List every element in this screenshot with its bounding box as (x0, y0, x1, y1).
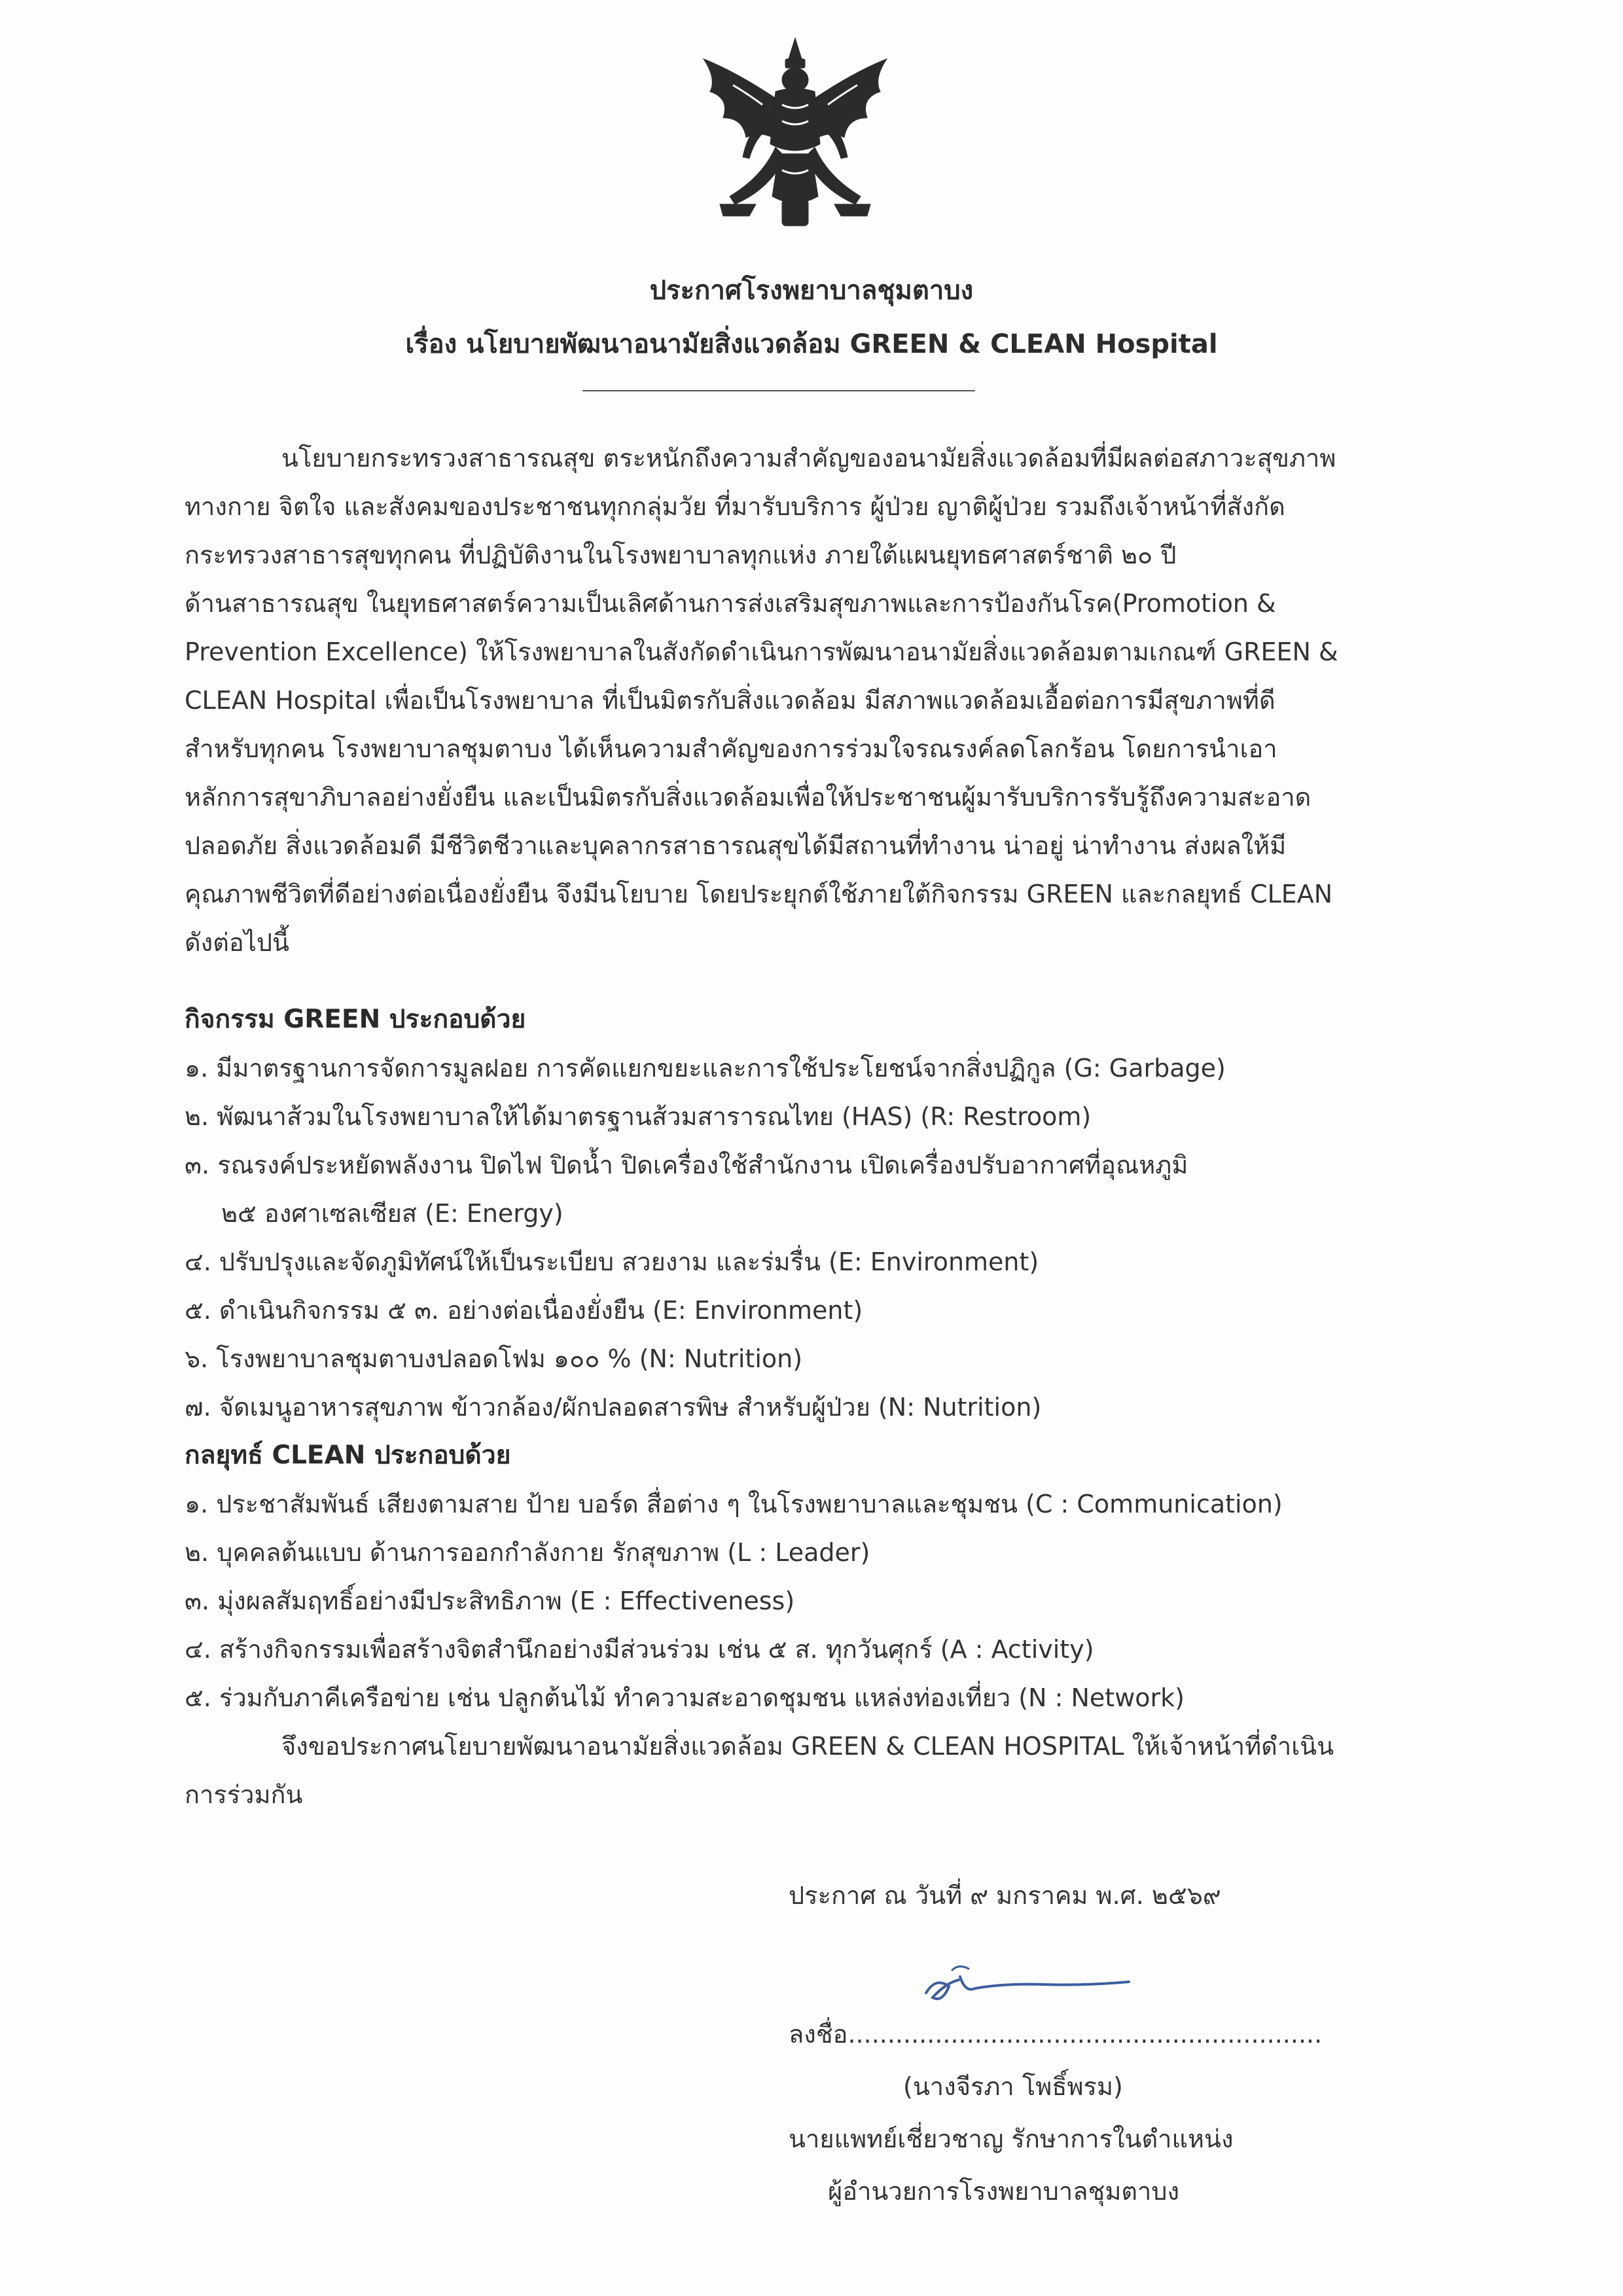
title-divider (582, 390, 975, 391)
closing-line: การร่วมกัน (185, 1780, 303, 1809)
intro-line: Prevention Excellence) ให้โรงพยาบาลในสังกัดดำเนินการพัฒนาอนามัยสิ่งแวดล้อมตามเกณฑ์ GREEN & (185, 637, 1338, 666)
green-item: ๔. ปรับปรุงและจัดภูมิทัศน์ให้เป็นระเบียบ สวยงาม และร่มรื่น (E: Environment) (185, 1247, 1039, 1276)
signature-line: ลงชื่อ............................................................ (789, 2020, 1323, 2049)
green-item: ๑. มีมาตรฐานการจัดการมูลฝอย การคัดแยกขยะและการใช้ประโยชน์จากสิ่งปฏิกูล (G: Garbage) (185, 1054, 1226, 1083)
green-item-continued: ๒๕ องศาเซลเซียส (E: Energy) (221, 1199, 563, 1228)
green-item: ๒. พัฒนาส้วมในโรงพยาบาลให้ได้มาตรฐานส้วมสารารณไทย (HAS) (R: Restroom) (185, 1102, 1092, 1131)
green-item: ๖. โรงพยาบาลชุมตาบงปลอดโฟม ๑๐๐ % (N: Nutrition) (185, 1344, 803, 1373)
closing-line: จึงขอประกาศนโยบายพัฒนาอนามัยสิ่งแวดล้อม GREEN & CLEAN HOSPITAL ให้เจ้าหน้าที่ดำเนิน (281, 1732, 1334, 1761)
signer-organization: ผู้อำนวยการโรงพยาบาลชุมตาบง (828, 2177, 1180, 2206)
announcement-subject: เรื่อง นโยบายพัฒนาอนามัยสิ่งแวดล้อม GREEN & CLEAN Hospital (405, 329, 1218, 359)
green-item: ๓. รณรงค์ประหยัดพลังงาน ปิดไฟ ปิดน้ำ ปิดเครื่องใช้สำนักงาน เปิดเครื่องปรับอากาศที่อุณหภูมิ (185, 1151, 1188, 1179)
intro-line: ดังต่อไปนี้ (185, 928, 289, 957)
intro-line: ทางกาย จิตใจ และสังคมของประชาชนทุกกลุ่มวัย ที่มารับบริการ ผู้ป่วย ญาติผู้ป่วย รวมถึงเจ้าหน้าที่สังกัด (185, 492, 1285, 521)
clean-item: ๕. ร่วมกับภาคีเครือข่าย เช่น ปลูกต้นไม้ ทำความสะอาดชุมชน แหล่งท่องเที่ยว (N : Network) (185, 1683, 1185, 1712)
intro-line: หลักการสุขาภิบาลอย่างยั่งยืน และเป็นมิตรกับสิ่งแวดล้อมเพื่อให้ประชาชนผู้มารับบริการรับรู้ถึงความสะอาด (185, 783, 1311, 812)
intro-line: นโยบายกระทรวงสาธารณสุข ตระหนักถึงความสำคัญของอนามัยสิ่งแวดล้อมที่มีผลต่อสภาวะสุขภาพ (281, 444, 1336, 473)
clean-item: ๓. มุ่งผลสัมฤทธิ์อย่างมีประสิทธิภาพ (E : Effectiveness) (185, 1587, 795, 1615)
green-item: ๗. จัดเมนูอาหารสุขภาพ ข้าวกล้อง/ผักปลอดสารพิษ สำหรับผู้ป่วย (N: Nutrition) (185, 1393, 1042, 1422)
green-item: ๕. ดำเนินกิจกรรม ๕ ๓. อย่างต่อเนื่องยั่งยืน (E: Environment) (185, 1296, 863, 1325)
intro-line: ปลอดภัย สิ่งแวดล้อมดี มีชีวิตชีวาและบุคลากรสาธารณสุขได้มีสถานที่ทำงาน น่าอยู่ น่าทำงาน ส่งผลให้มี (185, 831, 1287, 860)
announcement-title: ประกาศโรงพยาบาลชุมตาบง (649, 276, 974, 306)
intro-line: CLEAN Hospital เพื่อเป็นโรงพยาบาล ที่เป็นมิตรกับสิ่งแวดล้อม มีสภาพแวดล้อมเอื้อต่อการมีสุขภาพที่ดี (185, 686, 1275, 715)
intro-line: สำหรับทุกคน โรงพยาบาลชุมตาบง ได้เห็นความสำคัญของการร่วมใจรณรงค์ลดโลกร้อน โดยการนำเอา (185, 734, 1277, 763)
signer-name: (นางจีรภา โพธิ์พรม) (903, 2072, 1123, 2101)
intro-line: คุณภาพชีวิตที่ดีอย่างต่อเนื่องยั่งยืน จึงมีนโยบาย โดยประยุกต์ใช้ภายใต้กิจกรรม GREEN และกลยุทธ์ CLEAN (185, 880, 1333, 908)
clean-item: ๔. สร้างกิจกรรมเพื่อสร้างจิตสำนึกอย่างมีส่วนร่วม เช่น ๕ ส. ทุกวันศุกร์ (A : Activity) (185, 1635, 1094, 1664)
clean-item: ๑. ประชาสัมพันธ์ เสียงตามสาย ป้าย บอร์ด สื่อต่าง ๆ ในโรงพยาบาลและชุมชน (C : Communication) (185, 1490, 1283, 1518)
green-heading: กิจกรรม GREEN ประกอบด้วย (185, 1005, 526, 1034)
announcement-date: ประกาศ ณ วันที่ ๙ มกราคม พ.ศ. ๒๕๖๙ (789, 1881, 1221, 1910)
clean-heading: กลยุทธ์ CLEAN ประกอบด้วย (185, 1441, 511, 1470)
garuda-emblem-icon (684, 33, 906, 236)
signer-position: นายแพทย์เชี่ยวชาญ รักษาการในตำแหน่ง (789, 2125, 1234, 2153)
clean-item: ๒. บุคคลต้นแบบ ด้านการออกกำลังกาย รักสุขภาพ (L : Leader) (185, 1538, 870, 1567)
handwritten-signature-icon (913, 1957, 1149, 2016)
intro-line: กระทรวงสาธารสุขทุกคน ที่ปฏิบัติงานในโรงพยาบาลทุกแห่ง ภายใต้แผนยุทธศาสตร์ชาติ ๒๐ ปี (185, 541, 1177, 569)
intro-line: ด้านสาธารณสุข ในยุทธศาสตร์ความเป็นเลิศด้านการส่งเสริมสุขภาพและการป้องกันโรค(Promotion & (185, 589, 1276, 618)
